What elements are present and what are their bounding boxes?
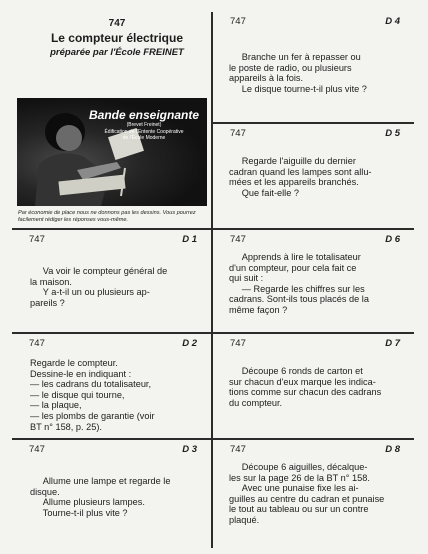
card-text: Regarde l'aiguille du dernier cadran quand les lampes sont allu- mées et les appareils branchés. Que fait-elle ? (229, 156, 372, 198)
card-text: Apprends à lire le totalisateur d'un compteur, pour cela fait ce qui suit : — Regarde les chiffres sur les cadrans. Sont-ils tous placés de la même façon ? (229, 252, 369, 315)
photo-heading-block (85, 108, 203, 142)
card-number: 747 (29, 338, 45, 349)
card-number: 747 (230, 234, 246, 245)
card-text: Regarde le compteur. Dessine-le en indiquant : — les cadrans du totalisateur, — le disque qui tourne, — la plaque, — les plombs de garantie (voir BT n° 158, p. 25). (30, 358, 155, 432)
card-code: D 3 (182, 444, 197, 455)
card-text: Va voir le compteur général de la maison. Y a-t-il un ou plusieurs ap- pareils ? (30, 266, 168, 308)
card-code: D 7 (385, 338, 400, 349)
intro-caption: Par économie de place nous ne donnons pas les dessins. Vous pourrez facilement rédiger les réponses vous-même. (18, 210, 196, 223)
card-number: 747 (230, 128, 246, 139)
card-d2 (12, 334, 211, 438)
card-number: 747 (29, 444, 45, 455)
card-text: Allume une lampe et regarde le disque. Allume plusieurs lampes. Tourne-t-il plus vite ? (30, 476, 171, 518)
card-number: 747 (230, 338, 246, 349)
card-d8 (213, 440, 414, 548)
card-code: D 1 (182, 234, 197, 245)
card-code: D 8 (385, 444, 400, 455)
card-d3 (12, 440, 211, 548)
card-text: Branche un fer à repasser ou le poste de radio, ou plusieurs appareils à la fois. Le disque tourne-t-il plus vite ? (229, 52, 367, 94)
intro-title: Le compteur électrique (50, 31, 184, 45)
card-text: Découpe 6 ronds de carton et sur chacun d'eux marque les indica- tions comme sur chacun des cadrans du compteur. (229, 366, 382, 408)
photo-credit-2: de l'École Moderne (122, 135, 166, 141)
card-code: D 2 (182, 338, 197, 349)
intro-photo (17, 98, 207, 206)
photo-heading-sub: (Brevet Freinet) (126, 122, 162, 128)
card-code: D 5 (385, 128, 400, 139)
card-d1 (12, 230, 211, 332)
intro-number: 747 (108, 18, 126, 29)
card-d6 (213, 230, 414, 332)
intro-subtitle: préparée par l'École FREINET (50, 47, 184, 58)
card-code: D 4 (385, 16, 400, 27)
photo-credit-1: Édification de l'Entente Coopérative (104, 128, 184, 135)
card-code: D 6 (385, 234, 400, 245)
card-number: 747 (29, 234, 45, 245)
photo-heading: Bande enseignante (88, 108, 200, 122)
card-number: 747 (230, 444, 246, 455)
card-d4 (213, 12, 414, 122)
card-d5 (213, 124, 414, 228)
card-d7 (213, 334, 414, 438)
card-number: 747 (230, 16, 246, 27)
card-text: Découpe 6 aiguilles, décalque- les sur la page 26 de la BT n° 158. Avec une punaise fixe les ai- guilles au centre du cadran et punaise le tout au tableau ou sur un contre plaqué. (229, 462, 385, 525)
